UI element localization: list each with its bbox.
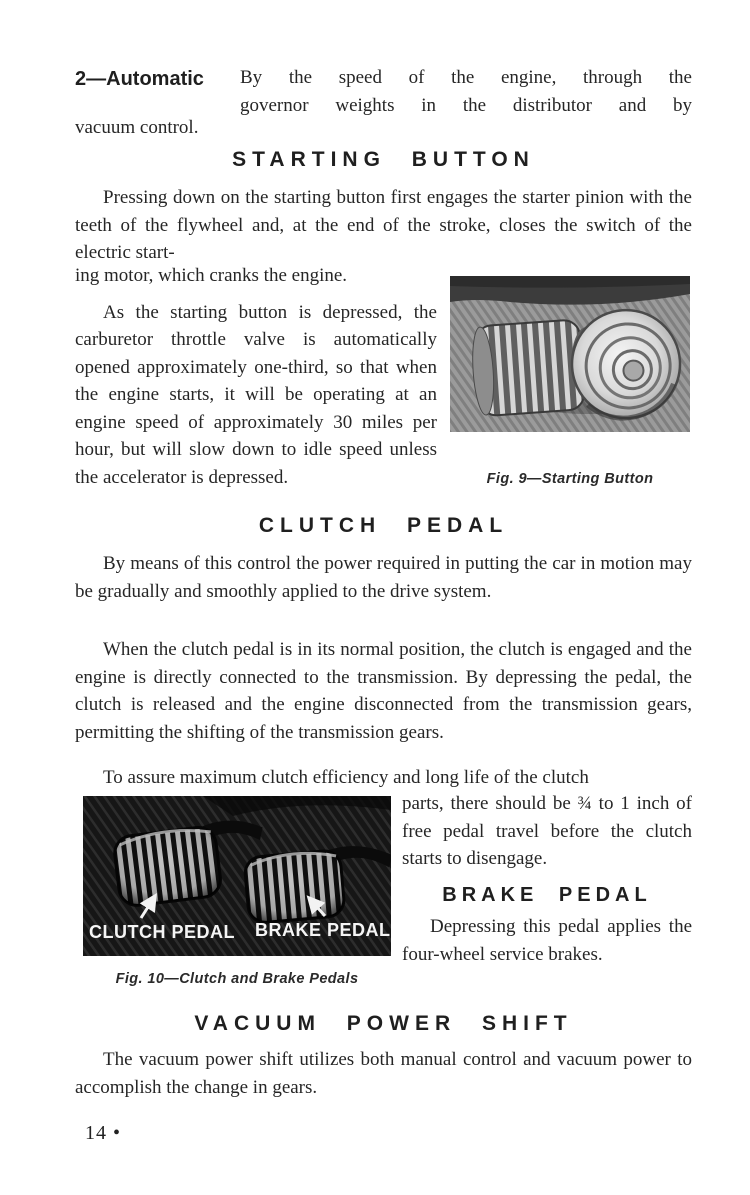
starting-button-left-column [75, 262, 437, 491]
clutch-pedal-paragraph-1: By means of this control the power required in putting the car in motion may be gradually and smoothly applied to the drive system. [75, 553, 692, 602]
intro-line-2: governor weights in the distributor and by [240, 94, 692, 116]
intro-line-1: By the speed of the engine, through the [240, 67, 692, 88]
starting-button-col-para-2: As the starting button is depressed, the carburetor throttle valve is automatically opened approximately one-third, so that when the engine starts, it will be operating at an engine speed of approximately 30 miles per hour, but will slow down to idle speed unless the accelerator is depressed. [75, 301, 437, 488]
clutch-pedal-heading: CLUTCH PEDAL [258, 514, 509, 537]
brake-pedal-heading: BRAKE PEDAL [442, 883, 652, 906]
clutch-pedal-paragraph-3-cont: parts, there should be ¾ to 1 inch of free pedal travel before the clutch starts to disengage. [402, 793, 692, 869]
pedal-right-column [402, 790, 692, 968]
intro-item-text [240, 64, 692, 119]
intro-item-label: 2—Automatic [75, 68, 204, 90]
vacuum-power-shift-heading: VACUUM POWER SHIFT [194, 1012, 573, 1035]
clutch-brake-pedals-photo [83, 796, 391, 956]
brake-pedal-photo-label: BRAKE PEDAL [255, 920, 391, 940]
brake-pedal-paragraph: Depressing this pedal applies the four-wheel service brakes. [402, 916, 692, 965]
page-number [85, 1120, 121, 1148]
starting-button-paragraph-1: Pressing down on the starting button first engages the starter pinion with the teeth of the flywheel and, at the end of the stroke, closes the switch of the electric start- [75, 187, 692, 263]
figure-10-caption: Fig. 10—Clutch and Brake Pedals [115, 971, 359, 987]
clutch-pedal-paragraph-2: When the clutch pedal is in its normal position, the clutch is engaged and the engine is directly connected to the transmission. By depressing the pedal, the clutch is released and the engine disconnected from the transmission gears, permitting the shifting of the transmission gears. [75, 639, 692, 743]
figure-9 [450, 276, 690, 494]
page-number-bullet: • [113, 1122, 122, 1144]
clutch-pedal-paragraph-3-lead: To assure maximum clutch efficiency and long life of the clutch [103, 767, 589, 788]
intro-continuation: vacuum control. [75, 117, 199, 138]
page-number-value: 14 [85, 1122, 107, 1144]
figure-10 [83, 796, 391, 994]
vacuum-power-shift-paragraph: The vacuum power shift utilizes both manual control and vacuum power to accomplish the change in gears. [75, 1049, 692, 1098]
starting-button-heading: STARTING BUTTON [232, 148, 535, 171]
starting-button-photo [450, 276, 690, 432]
clutch-pedal-photo-label: CLUTCH PEDAL [89, 922, 235, 942]
starting-button-col-para-1: ing motor, which cranks the engine. [75, 265, 348, 286]
figure-9-caption: Fig. 9—Starting Button [486, 471, 654, 487]
